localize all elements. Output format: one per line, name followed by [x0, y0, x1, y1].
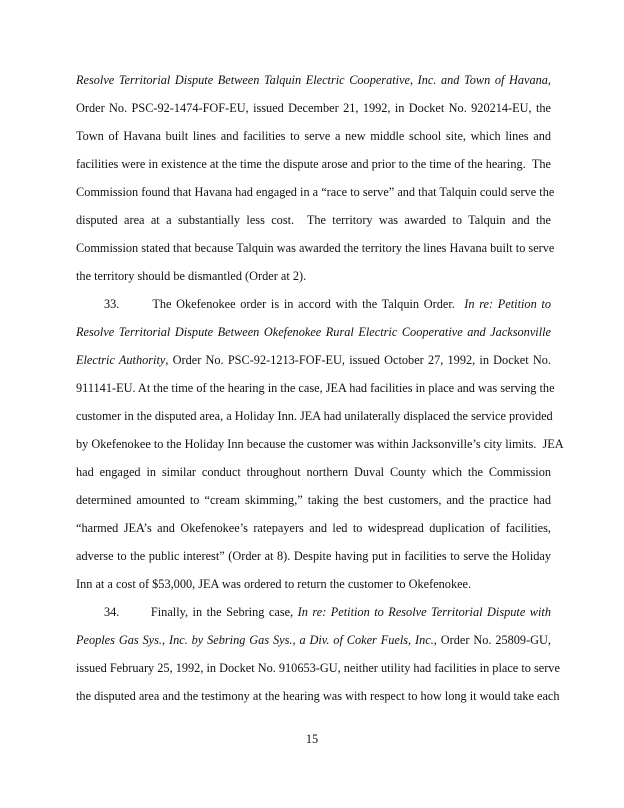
body-text: , [547, 73, 551, 87]
text-line [76, 660, 560, 676]
text-line [76, 100, 551, 116]
italic-citation-text: Resolve Territorial Dispute Between Okefenokee Rural Electric Cooperative and Jacksonville [76, 325, 551, 339]
body-text: customer in the disputed area, a Holiday Inn. JEA had unilaterally displaced the service provided [76, 409, 553, 423]
text-line [76, 128, 551, 144]
body-text: disputed area at a substantially less cost. The territory was awarded to Talquin and the [76, 213, 551, 227]
body-text: the disputed area and the testimony at the hearing was with respect to how long it would take each [76, 689, 560, 703]
body-text: determined amounted to “cream skimming,” taking the best customers, and the practice had [76, 493, 551, 507]
text-line [76, 548, 551, 564]
body-text: Commission found that Havana had engaged in a “race to serve” and that Talquin could serve the [76, 185, 555, 199]
text-line [76, 156, 551, 172]
text-line [76, 464, 551, 480]
body-text: had engaged in similar conduct throughout northern Duval County which the Commission [76, 465, 551, 479]
body-text: Inn at a cost of $53,000, JEA was ordered to return the customer to Okefenokee. [76, 577, 472, 591]
text-line [76, 408, 551, 424]
page-number: 15 [305, 732, 319, 746]
text-line [76, 268, 551, 284]
text-line [76, 520, 551, 536]
body-text: , Order No. 25809-GU, [433, 633, 551, 647]
text-line [76, 436, 564, 452]
body-text: facilities were in existence at the time the dispute arose and prior to the time of the hearing. The [76, 157, 551, 171]
body-text: the territory should be dismantled (Order at 2). [76, 269, 307, 283]
body-text: issued February 25, 1992, in Docket No. 910653-GU, neither utility had facilities in place to serve [76, 661, 560, 675]
text-line [76, 72, 551, 88]
text-line [76, 212, 551, 228]
text-line [76, 632, 551, 648]
italic-citation-text: Electric Authority [76, 353, 166, 367]
body-text: Commission stated that because Talquin was awarded the territory the lines Havana built to serve [76, 241, 555, 255]
body-text: Order No. PSC-92-1474-FOF-EU, issued December 21, 1992, in Docket No. 920214-EU, the [76, 101, 551, 115]
italic-citation-text: In re: Petition to [464, 297, 551, 311]
text-line [76, 380, 555, 396]
body-text: , Order No. PSC-92-1213-FOF-EU, issued October 27, 1992, in Docket No. [165, 353, 551, 367]
italic-citation-text: In re: Petition to Resolve Territorial Dispute with [297, 605, 551, 619]
body-text: Town of Havana built lines and facilities to serve a new middle school site, which lines and [76, 129, 551, 143]
text-line [76, 352, 551, 368]
body-text: by Okefenokee to the Holiday Inn because the customer was within Jacksonville’s city limits. JEA [76, 437, 564, 451]
body-text: “harmed JEA’s and Okefenokee’s ratepayers and led to widespread duplication of facilities, [76, 521, 551, 535]
text-line [76, 688, 560, 704]
body-text: 34. Finally, in the Sebring case, [104, 605, 298, 619]
text-line [76, 324, 551, 340]
body-text: adverse to the public interest” (Order at 8). Despite having put in facilities to serve the Holiday [76, 549, 551, 563]
italic-citation-text: Peoples Gas Sys., Inc. by Sebring Gas Sys., a Div. of Coker Fuels, Inc. [76, 633, 434, 647]
text-line [76, 576, 551, 592]
text-line [104, 604, 551, 620]
italic-citation-text: Resolve Territorial Dispute Between Talquin Electric Cooperative, Inc. and Town of Havana [76, 73, 548, 87]
text-line [76, 184, 555, 200]
body-text: 33. The Okefenokee order is in accord with the Talquin Order. [104, 297, 465, 311]
body-text: 911141-EU. At the time of the hearing in the case, JEA had facilities in place and was serving the [76, 381, 555, 395]
text-line [76, 240, 555, 256]
text-line [104, 296, 551, 312]
text-line [76, 492, 551, 508]
